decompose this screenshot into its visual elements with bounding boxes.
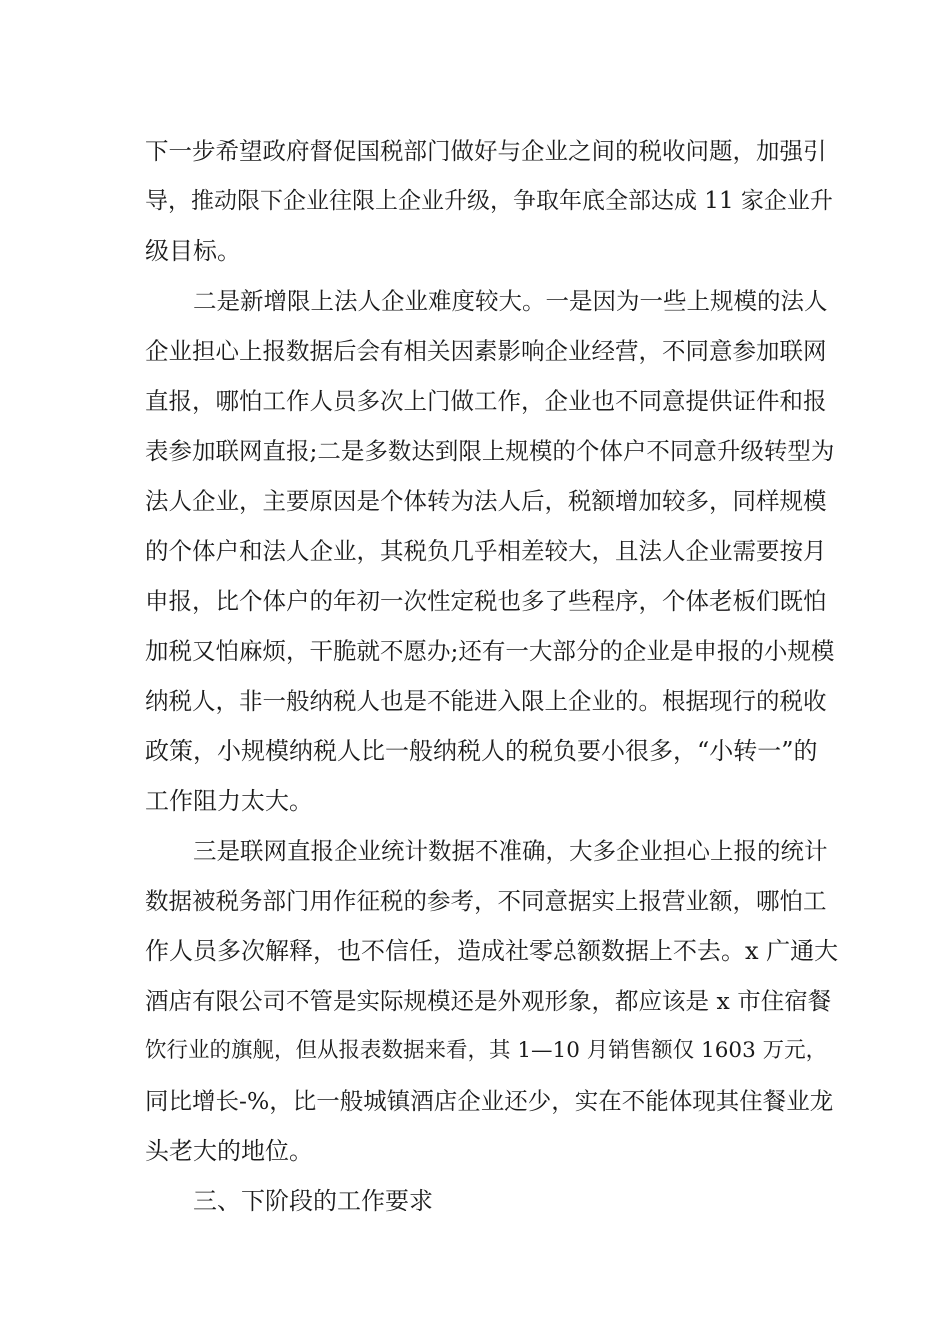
paragraph-start-line: 三是联网直报企业统计数据不准确，大多企业担心上报的统计 xyxy=(193,837,828,865)
text-line: 作人员多次解释，也不信任，造成社零总额数据上不去。x 广通大 xyxy=(145,937,839,965)
text-line: 企业担心上报数据后会有相关因素影响企业经营，不同意参加联网 xyxy=(145,337,827,365)
text-line: 申报，比个体户的年初一次性定税也多了些程序，个体老板们既怕 xyxy=(145,587,827,615)
text-line: 数据被税务部门用作征税的参考，不同意据实上报营业额，哪怕工 xyxy=(145,887,827,915)
section-heading: 三、下阶段的工作要求 xyxy=(193,1187,433,1215)
text-line: 的个体户和法人企业，其税负几乎相差较大，且法人企业需要按月 xyxy=(145,537,827,565)
text-line: 直报，哪怕工作人员多次上门做工作，企业也不同意提供证件和报 xyxy=(145,387,827,415)
text-line: 表参加联网直报;二是多数达到限上规模的个体户不同意升级转型为 xyxy=(145,437,835,465)
text-line: 导，推动限下企业往限上企业升级，争取年底全部达成 11 家企业升 xyxy=(145,188,833,214)
text-line: 饮行业的旗舰，但从报表数据来看，其 1—10 月销售额仅 1603 万元， xyxy=(145,1038,828,1063)
text-line: 政策，小规模纳税人比一般纳税人的税负要小很多，“小转一”的 xyxy=(145,737,818,765)
text-line: 头老大的地位。 xyxy=(145,1137,313,1165)
text-line: 级目标。 xyxy=(145,237,241,265)
text-line: 加税又怕麻烦，干脆就不愿办;还有一大部分的企业是申报的小规模 xyxy=(145,637,835,665)
text-line: 法人企业，主要原因是个体转为法人后，税额增加较多，同样规模 xyxy=(145,487,827,515)
text-line: 酒店有限公司不管是实际规模还是外观形象，都应该是 x 市住宿餐 xyxy=(145,987,832,1015)
text-line: 工作阻力太大。 xyxy=(145,787,313,815)
text-line: 纳税人，非一般纳税人也是不能进入限上企业的。根据现行的税收 xyxy=(145,687,827,715)
paragraph-start-line: 二是新增限上法人企业难度较大。一是因为一些上规模的法人 xyxy=(193,287,828,315)
text-line: 同比增长-%，比一般城镇酒店企业还少，实在不能体现其住餐业龙 xyxy=(145,1087,834,1115)
text-line: 下一步希望政府督促国税部门做好与企业之间的税收问题，加强引 xyxy=(145,137,827,165)
